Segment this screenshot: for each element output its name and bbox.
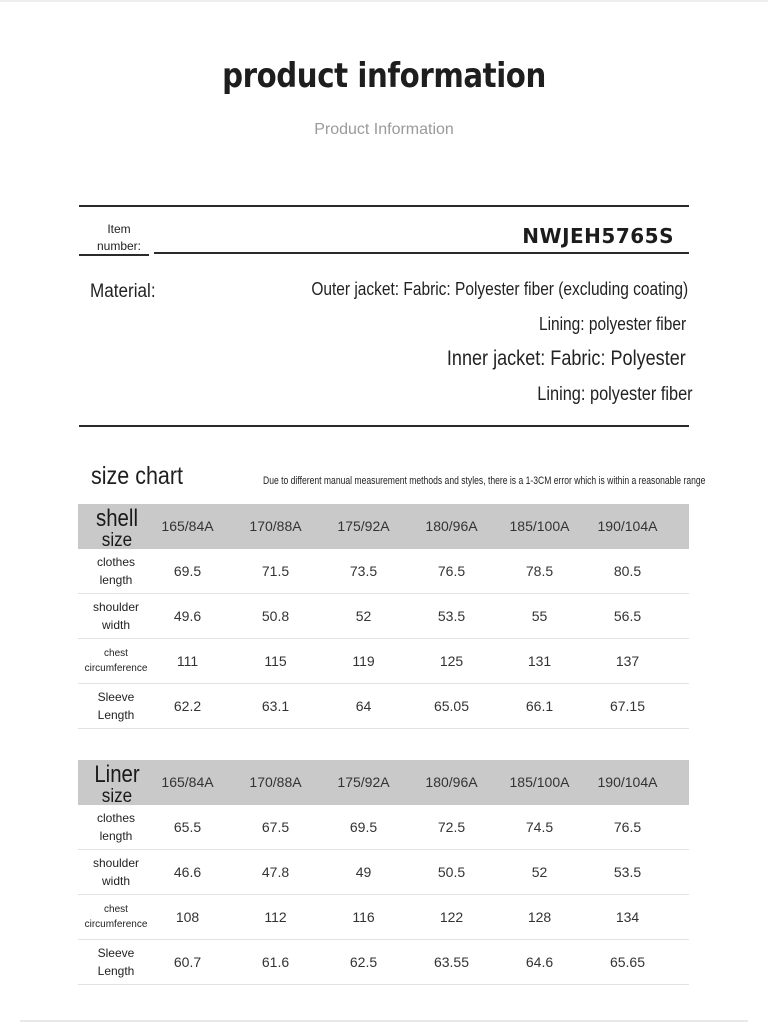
measurement-value: 108: [175, 909, 200, 925]
measurement-value: 65.65: [609, 954, 646, 970]
measurement-label-line2: circumference: [84, 919, 148, 930]
page-title: product information: [222, 56, 546, 96]
size-header-cell: 185/100A: [509, 774, 570, 790]
measurement-label: [78, 646, 154, 676]
measurement-label: [78, 598, 154, 634]
measurement-label: [78, 854, 154, 890]
measurement-value: 50.5: [437, 864, 466, 880]
measurement-label-line1: clothes: [96, 555, 136, 569]
measurement-label-line2: width: [101, 874, 130, 888]
shell-size-table: [78, 504, 689, 729]
size-table-row: [78, 639, 689, 684]
measurement-value: 80.5: [613, 563, 642, 579]
size-header-cell: 190/104A: [597, 774, 658, 790]
measurement-value: 60.7: [173, 954, 202, 970]
measurement-label-line1: Sleeve: [97, 690, 135, 704]
size-header-row: [78, 760, 689, 805]
size-header-cell: 185/100A: [509, 518, 570, 534]
size-header-cell: 190/104A: [597, 518, 658, 534]
measurement-label-line1: clothes: [96, 811, 136, 825]
measurement-label-line1: Sleeve: [97, 946, 135, 960]
size-table-row: [78, 895, 689, 940]
measurement-value: 69.5: [349, 819, 378, 835]
item-right-rule: [154, 252, 689, 254]
measurement-value: 55: [531, 608, 548, 624]
measurement-value: 67.5: [261, 819, 290, 835]
size-table-type: Liner: [94, 761, 140, 788]
measurement-value: 62.2: [173, 698, 202, 714]
page-subtitle: Product Information: [314, 121, 454, 138]
size-table-type: shell: [96, 505, 138, 532]
measurement-value: 49: [355, 864, 372, 880]
measurement-value: 52: [355, 608, 372, 624]
measurement-value: 76.5: [437, 563, 466, 579]
size-header-cell: 175/92A: [337, 518, 390, 534]
size-table-type-sub: size: [101, 786, 133, 807]
measurement-label-line2: Length: [97, 964, 135, 978]
item-number-label: [92, 221, 146, 255]
size-table-row: [78, 940, 689, 985]
size-table-row: [78, 549, 689, 594]
measurement-value: 52: [531, 864, 548, 880]
size-table-row: [78, 850, 689, 895]
measurement-value: 61.6: [261, 954, 290, 970]
measurement-value: 76.5: [613, 819, 642, 835]
measurement-label: [78, 809, 154, 845]
measurement-value: 63.1: [261, 698, 290, 714]
measurement-value: 46.6: [173, 864, 202, 880]
material-bottom-rule: [79, 425, 689, 427]
measurement-label-line1: chest: [104, 904, 128, 915]
material-line: Outer jacket: Fabric: Polyester fiber (excluding coating): [311, 279, 688, 299]
measurement-value: 71.5: [261, 563, 290, 579]
measurement-value: 66.1: [525, 698, 554, 714]
size-chart-title: size chart: [91, 462, 184, 490]
measurement-value: 56.5: [613, 608, 642, 624]
measurement-value: 64.6: [525, 954, 554, 970]
measurement-value: 64: [355, 698, 372, 714]
material-line: Lining: polyester fiber: [538, 314, 686, 334]
item-number-value: NWJEH5765S: [522, 224, 674, 248]
measurement-label-line2: width: [101, 618, 130, 632]
measurement-label-line1: shoulder: [92, 856, 140, 870]
measurement-value: 69.5: [173, 563, 202, 579]
bottom-divider: [20, 1020, 748, 1022]
measurement-value: 65.5: [173, 819, 202, 835]
size-table-row: [78, 805, 689, 850]
measurement-label: [78, 902, 154, 932]
measurement-value: 47.8: [261, 864, 290, 880]
measurement-value: 115: [264, 653, 287, 669]
size-table-type-sub: size: [101, 530, 133, 551]
measurement-value: 53.5: [613, 864, 642, 880]
measurement-value: 134: [615, 909, 640, 925]
measurement-value: 63.55: [433, 954, 470, 970]
measurement-value: 62.5: [349, 954, 378, 970]
measurement-label: [78, 688, 154, 724]
material-line: Inner jacket: Fabric: Polyester: [447, 347, 686, 370]
measurement-value: 53.5: [437, 608, 466, 624]
measurement-value: 116: [352, 909, 375, 925]
size-header-cell: 180/96A: [425, 518, 478, 534]
material-line: Lining: polyester fiber: [537, 384, 693, 405]
measurement-label-line1: chest: [104, 648, 128, 659]
measurement-value: 112: [264, 909, 287, 925]
measurement-value: 65.05: [433, 698, 470, 714]
size-header-cell: 175/92A: [337, 774, 390, 790]
measurement-value: 49.6: [173, 608, 202, 624]
measurement-value: 73.5: [349, 563, 378, 579]
size-table-row: [78, 684, 689, 729]
measurement-label-line1: shoulder: [92, 600, 140, 614]
size-header-cell: 165/84A: [161, 774, 214, 790]
size-header-cell: 180/96A: [425, 774, 478, 790]
measurement-value: 72.5: [437, 819, 466, 835]
item-label-line1: Item: [107, 222, 131, 236]
measurement-label: [78, 553, 154, 589]
top-divider: [0, 0, 768, 2]
item-left-rule: [79, 254, 149, 256]
measurement-label: [78, 944, 154, 980]
measurement-value: 125: [439, 653, 464, 669]
size-header-cell: 170/88A: [249, 774, 302, 790]
measurement-value: 74.5: [525, 819, 554, 835]
measurement-value: 131: [527, 653, 552, 669]
measurement-value: 128: [527, 909, 552, 925]
measurement-value: 137: [615, 653, 640, 669]
measurement-label-line2: length: [99, 829, 133, 843]
size-header-cell: 165/84A: [161, 518, 214, 534]
size-header-cell: 170/88A: [249, 518, 302, 534]
measurement-value: 111: [176, 653, 199, 669]
measurement-label-line2: circumference: [84, 663, 148, 674]
measurement-value: 50.8: [261, 608, 290, 624]
item-label-line2: number:: [96, 239, 142, 253]
measurement-value: 119: [352, 653, 375, 669]
material-label: Material:: [90, 281, 156, 302]
liner-size-table: [78, 760, 689, 985]
measurement-label-line2: length: [99, 573, 133, 587]
measurement-value: 78.5: [525, 563, 554, 579]
measurement-label-line2: Length: [97, 708, 135, 722]
size-header-row: [78, 504, 689, 549]
size-chart-note: Due to different manual measurement methods and styles, there is a 1-3CM error which is within a reasonable range: [263, 475, 706, 487]
size-table-row: [78, 594, 689, 639]
measurement-value: 122: [439, 909, 464, 925]
item-top-rule: [79, 205, 689, 207]
measurement-value: 67.15: [609, 698, 646, 714]
